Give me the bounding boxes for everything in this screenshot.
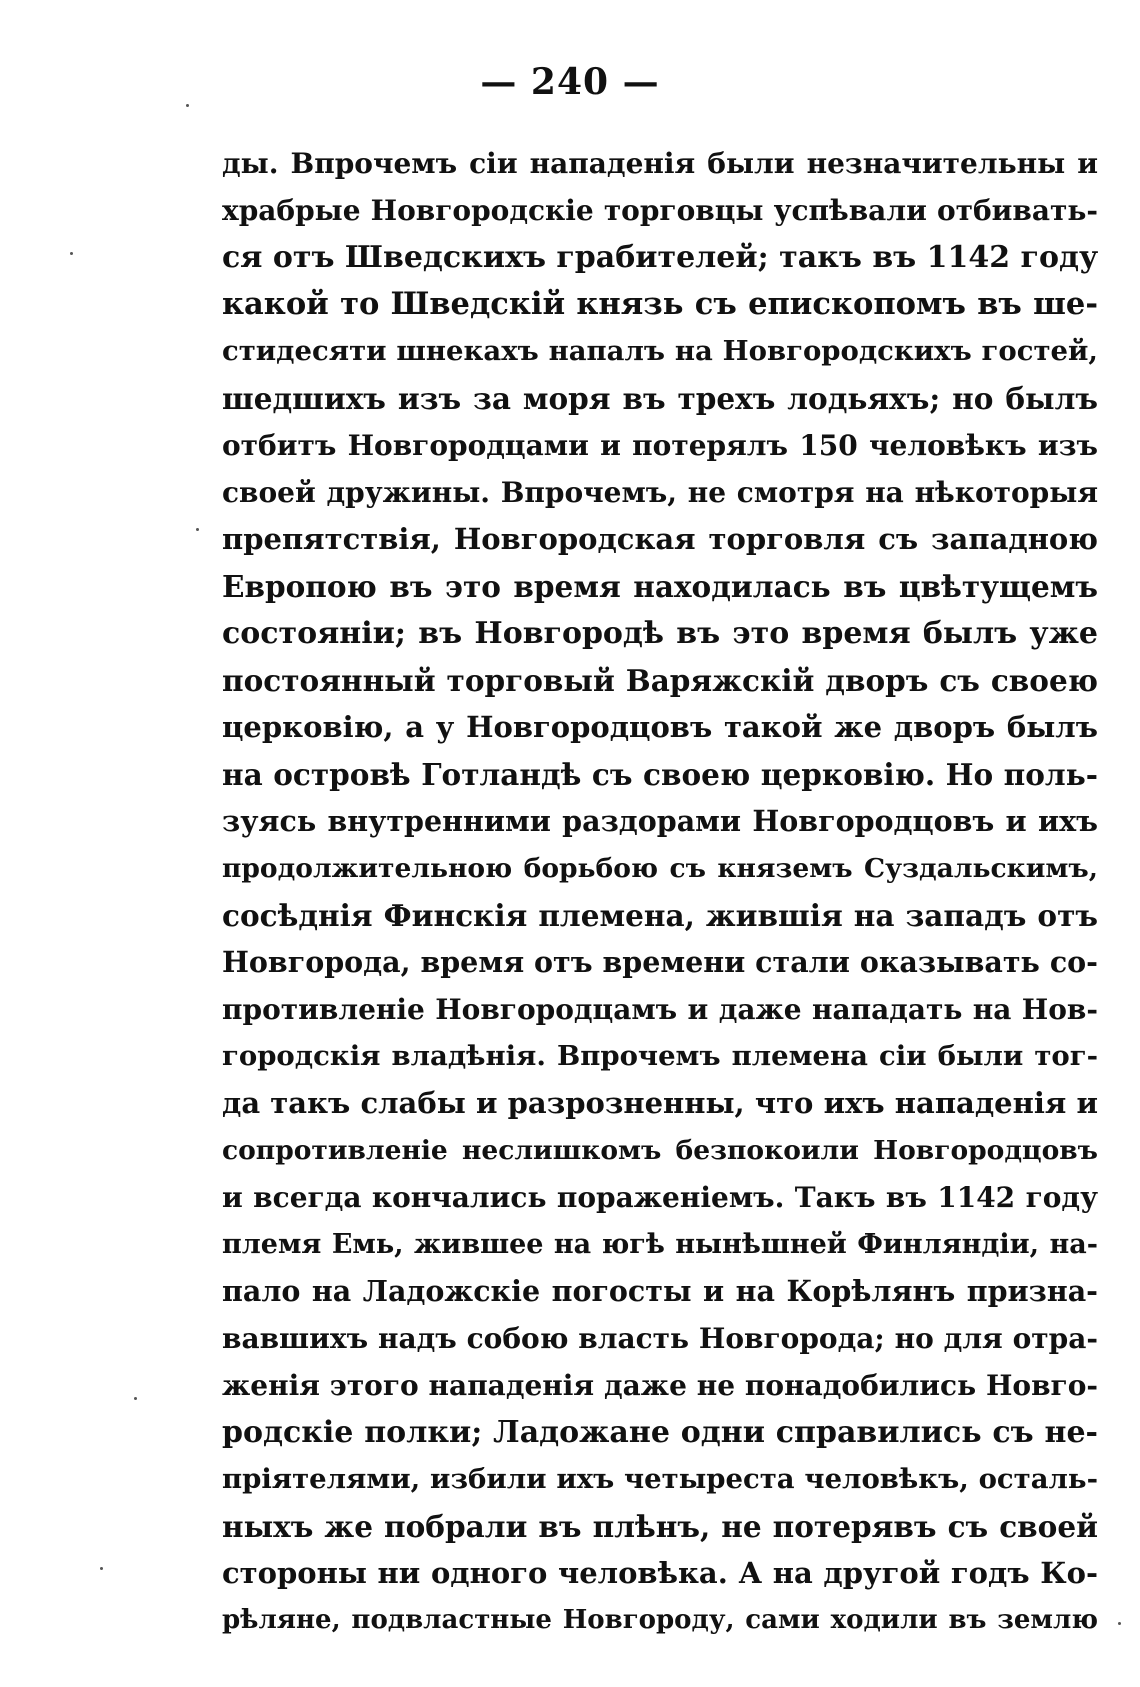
- text-line: состояніи; въ Новгородѣ въ это время былъ уже: [222, 616, 1098, 651]
- text-line: стидесяти шнекахъ напалъ на Новгородскихъ гостей,: [222, 335, 1098, 367]
- text-line: женія этого нападенія даже не понадобились Новго-: [222, 1369, 1098, 1402]
- text-line: продолжительною борьбою съ княземъ Суздальскимъ,: [222, 853, 1098, 884]
- text-line: противленіе Новгородцамъ и даже нападать на Нов-: [222, 993, 1098, 1026]
- text-line: шедшихъ изъ за моря въ трехъ лодьяхъ; но былъ: [222, 381, 1098, 416]
- text-line: своей дружины. Впрочемъ, не смотря на нѣкоторыя: [222, 476, 1098, 509]
- body-text: [222, 140, 1098, 1644]
- text-line: сопротивленіе неслишкомъ безпокоили Новгородцовъ: [222, 1135, 1098, 1166]
- text-line: ся отъ Шведскихъ грабителей; такъ въ 1142 году: [222, 240, 1098, 275]
- scan-speck: [134, 1397, 137, 1400]
- text-line: племя Емь, жившее на югѣ нынѣшней Финляндіи, на-: [222, 1229, 1098, 1260]
- text-line: сосѣднія Финскія племена, жившія на западъ отъ: [222, 898, 1098, 933]
- text-line: храбрые Новгородскіе торговцы успѣвали отбивать-: [222, 194, 1098, 227]
- scan-speck: [186, 104, 189, 107]
- text-line: вавшихъ надъ собою власть Новгорода; но для отра-: [222, 1322, 1098, 1355]
- text-line: родскіе полки; Ладожане одни справились съ не-: [222, 1415, 1098, 1450]
- text-line: городскія владѣнія. Впрочемъ племена сіи были тог-: [222, 1040, 1098, 1072]
- text-line: ды. Впрочемъ сіи нападенія были незначительны и: [222, 147, 1098, 180]
- text-line: препятствія, Новгородская торговля съ западною: [222, 522, 1098, 556]
- text-line: на островѣ Готландѣ съ своею церковію. Но поль-: [222, 757, 1098, 792]
- text-line: ныхъ же побрали въ плѣнъ, не потерявъ съ своей: [222, 1509, 1098, 1544]
- text-line: постоянный торговый Варяжскій дворъ съ своею: [222, 663, 1098, 698]
- text-line: зуясь внутренними раздорами Новгородцовъ и ихъ: [222, 804, 1098, 838]
- page-number: — 240 —: [480, 61, 660, 103]
- scan-speck: [1118, 1622, 1121, 1625]
- text-line: какой то Шведскій князь съ епископомъ въ ше-: [222, 286, 1098, 322]
- scan-speck: [70, 252, 73, 255]
- text-line: отбитъ Новгородцами и потерялъ 150 человѣкъ изъ: [222, 429, 1098, 462]
- scan-speck: [196, 528, 199, 531]
- text-line: Новгорода, время отъ времени стали оказывать со-: [222, 945, 1098, 979]
- text-line: пало на Ладожскіе погосты и на Корѣлянъ призна-: [222, 1274, 1098, 1308]
- text-line: Европою въ это время находилась въ цвѣтущемъ: [222, 569, 1098, 604]
- text-line: да такъ слабы и разрозненны, что ихъ нападенія и: [222, 1086, 1098, 1120]
- text-line: стороны ни одного человѣка. А на другой годъ Ко-: [222, 1556, 1098, 1590]
- text-line: пріятелями, избили ихъ четыреста человѣкъ, осталь-: [222, 1463, 1098, 1495]
- scan-speck: [100, 1567, 103, 1570]
- text-line: рѣляне, подвластные Новгороду, сами ходили въ землю: [222, 1605, 1098, 1635]
- text-line: церковію, а у Новгородцовъ такой же дворъ былъ: [222, 710, 1098, 744]
- text-line: и всегда кончались пораженіемъ. Такъ въ 1142 году: [222, 1181, 1098, 1214]
